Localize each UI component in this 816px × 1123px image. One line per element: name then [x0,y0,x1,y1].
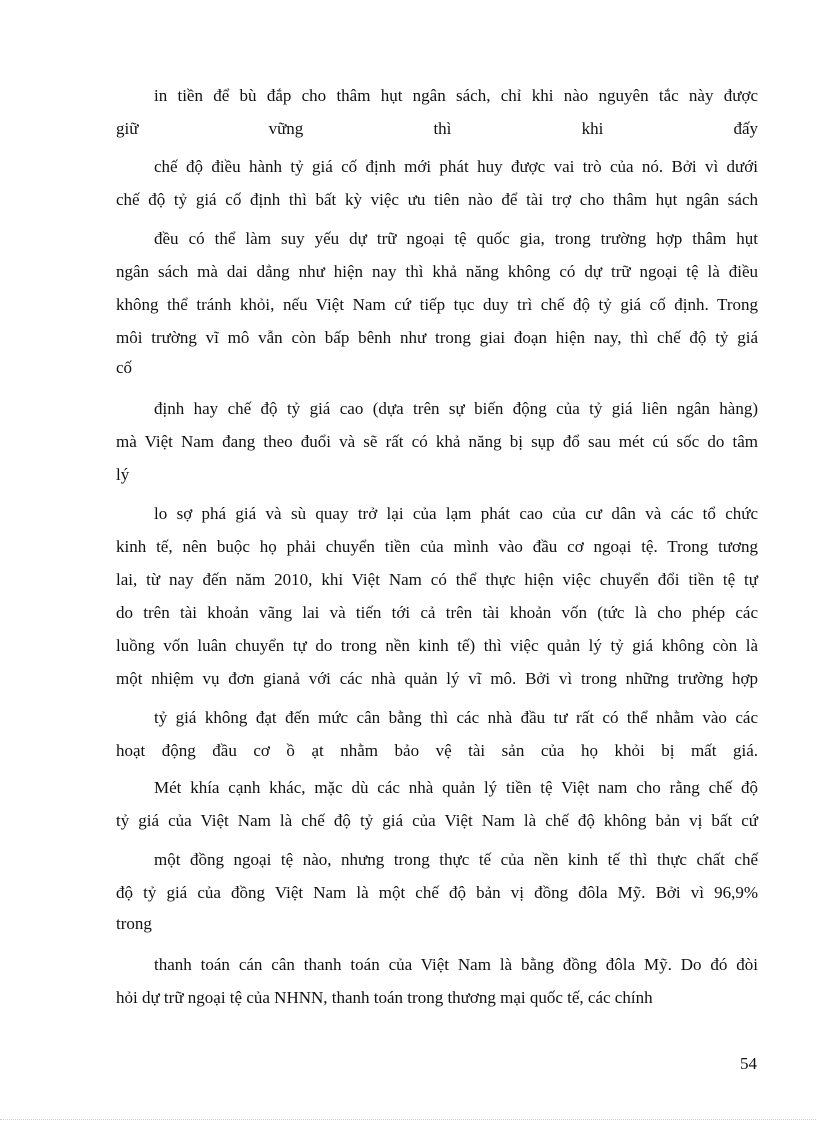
text-line: lai, từ nay đến năm 2010, khi Việt Nam có thể thực hiện việc chuyển đổi tiền tệ tự [116,570,758,589]
text-line: trong [116,914,152,933]
text-line: chế độ tỷ giá cố định thì bất kỳ việc ưu tiên nào để tài trợ cho thâm hụt ngân sách [116,190,758,209]
text-line: mà Việt Nam đang theo đuổi và sẽ rất có khả năng bị sụp đổ sau mét cú sốc do tâm [116,432,758,451]
text-line: môi trường vĩ mô vẫn còn bấp bênh như trong giai đoạn hiện nay, thì chế độ tỷ giá [116,328,758,347]
text-line: chế độ điều hành tỷ giá cố định mới phát huy được vai trò của nó. Bởi vì dưới [154,157,758,176]
text-line: độ tỷ giá của đồng Việt Nam là một chế độ bản vị đồng đôla Mỹ. Bởi vì 96,9% [116,883,758,902]
text-line: hoạt động đầu cơ ồ ạt nhằm bảo vệ tài sản của họ khỏi bị mất giá. [116,741,758,760]
text-line: Mét khía cạnh khác, mặc dù các nhà quản lý tiền tệ Việt nam cho rằng chế độ [154,778,758,797]
text-line: hỏi dự trữ ngoại tệ của NHNN, thanh toán trong thương mại quốc tế, các chính [116,988,653,1007]
text-line: một đồng ngoại tệ nào, nhưng trong thực tế của nền kinh tế thì thực chất chế [154,850,758,869]
text-line: tỷ giá của Việt Nam là chế độ tỷ giá của Việt Nam là chế độ không bản vị bất cứ [116,811,758,830]
text-line: một nhiệm vụ đơn gianả với các nhà quản lý vĩ mô. Bởi vì trong những trường hợp [116,669,758,688]
text-line: giữ vững thì khi đấy [116,119,758,138]
text-line: đều có thể làm suy yếu dự trữ ngoại tệ quốc gia, trong trường hợp thâm hụt [154,229,758,248]
text-line: lo sợ phá giá và sù quay trở lại của lạm phát cao của cư dân và các tổ chức [154,504,758,523]
text-line: do trên tài khoản vãng lai và tiến tới cả trên tài khoản vốn (tức là cho phép các [116,603,758,622]
text-line: luồng vốn luân chuyển tự do trong nền kinh tế) thì việc quản lý tỷ giá không còn là [116,636,758,655]
text-line: kinh tế, nên buộc họ phải chuyển tiền của mình vào đầu cơ ngoại tệ. Trong tương [116,537,758,556]
text-line: tỷ giá không đạt đến mức cân bằng thì các nhà đầu tư rất có thể nhằm vào các [154,708,758,727]
text-line: định hay chế độ tỷ giá cao (dựa trên sự biến động của tỷ giá liên ngân hàng) [154,399,758,418]
text-line: cố [116,358,133,377]
page-bottom-divider [0,1119,816,1120]
page-number: 54 [740,1054,757,1073]
text-line: ngân sách mà dai dẳng như hiện nay thì khả năng không có dự trữ ngoại tệ là điều [116,262,758,281]
text-line: thanh toán cán cân thanh toán của Việt Nam là bằng đồng đôla Mỹ. Do đó đòi [154,955,758,974]
text-line: lý [116,465,130,484]
text-line: không thể tránh khỏi, nếu Việt Nam cứ tiếp tục duy trì chế độ tỷ giá cố định. Trong [116,295,758,314]
text-line: in tiền để bù đắp cho thâm hụt ngân sách, chỉ khi nào nguyên tắc này được [154,86,758,105]
